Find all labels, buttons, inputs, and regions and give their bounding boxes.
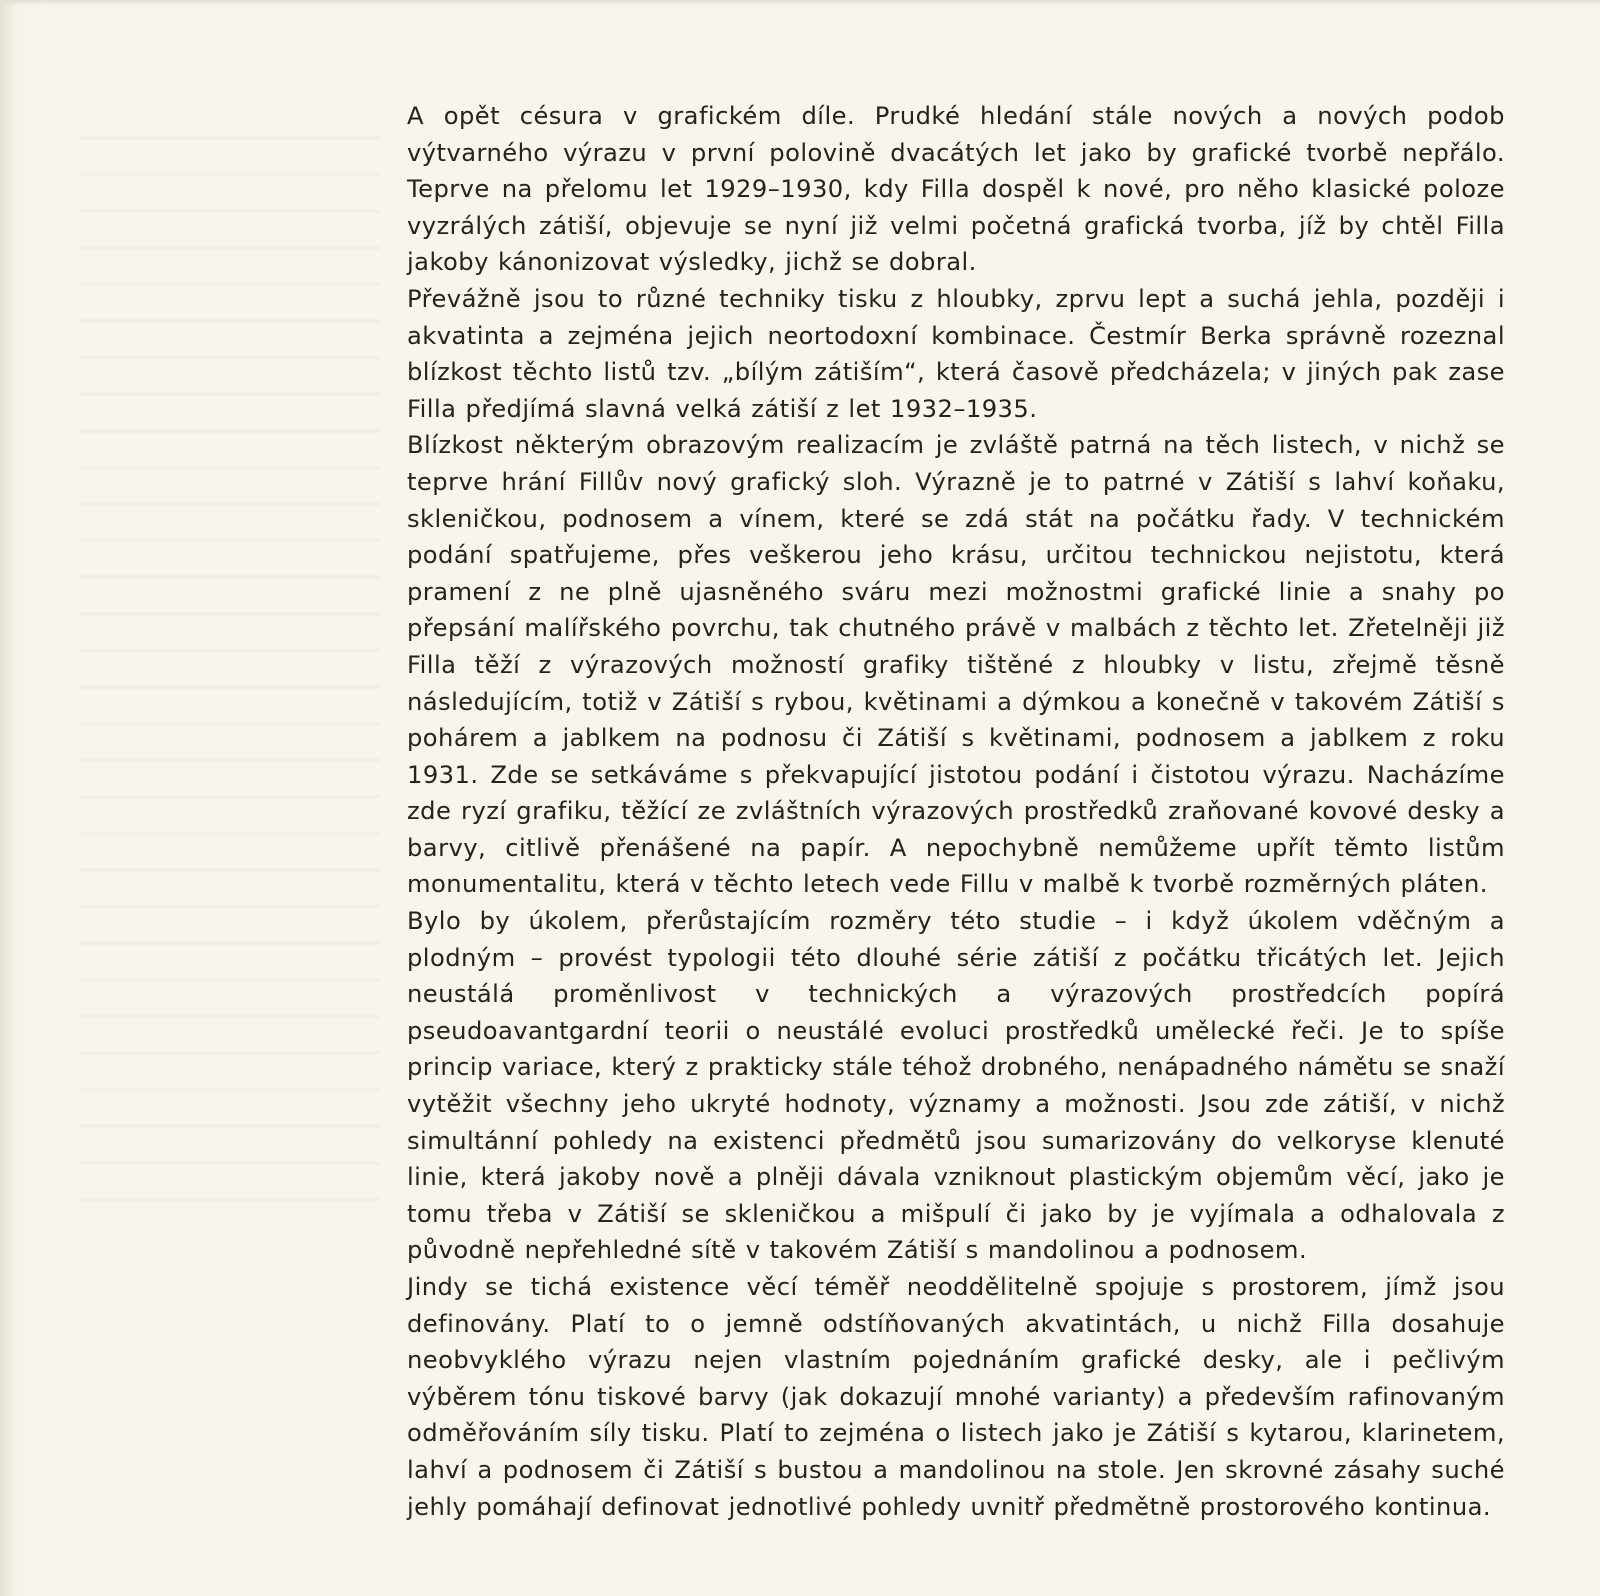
page-top-shadow <box>0 0 1600 6</box>
body-text <box>407 98 1505 1525</box>
paragraph: Jindy se tichá existence věcí téměř neoddělitelně spojuje s prostorem, jímž jsou definovány. Platí to o jemně odstíňovaných akvatintách, u nichž Filla dosahuje neobvyklého výrazu nejen vlastním pojednáním grafické desky, ale i pečlivým výběrem tónu tiskové barvy (jak dokazují mnohé varianty) a především rafinovaným odměřováním síly tisku. Platí to zejména o listech jako je Zátiší s kytarou, klarinetem, lahví a podnosem či Zátiší s bustou a mandolinou na stole. Jen skrovné zásahy suché jehly pomáhají definovat jednotlivé pohledy uvnitř předmětně prostorového kontinua. <box>407 1273 1505 1521</box>
paragraph: Převážně jsou to různé techniky tisku z hloubky, zprvu lept a suchá jehla, později i akvatinta a zejména jejich neortodoxní kombinace. Čestmír Berka správně rozeznal blízkost těchto listů tzv. „bílým zátiším“, která časově předcházela; v jiných pak zase Filla předjímá slavná velká zátiší z let 1932–1935. <box>407 284 1505 423</box>
paragraph: Bylo by úkolem, přerůstajícím rozměry této studie – i když úkolem vděčným a plodným – provést typologii této dlouhé série zátiší z počátku třicátých let. Jejich neustálá proměnlivost v technických a výrazových prostředcích popírá pseudoavantgardní teorii o neustálé evoluci prostředků umělecké řeči. Je to spíše princip variace, který z prakticky stále téhož drobného, nenápadného námětu se snaží vytěžit všechny jeho ukryté hodnoty, významy a možnosti. Jsou zde zátiší, v nichž simultánní pohledy na existenci předmětů jsou sumarizovány do velkoryse klenuté linie, která jakoby nově a plněji dávala vzniknout plastickým objemům věcí, jako je tomu třeba v Zátiší se skleničkou a mišpulí či jako by je vyjímala a odhalovala z původně nepřehledné sítě v takovém Zátiší s mandolinou a podnosem. <box>407 907 1505 1265</box>
paragraph: A opět césura v grafickém díle. Prudké hledání stále nových a nových podob výtvarného výrazu v první polovině dvacátých let jako by grafické tvorbě nepřálo. Teprve na přelomu let 1929–1930, kdy Filla dospěl k nové, pro něho klasické poloze vyzrálých zátiší, objevuje se nyní již velmi početná grafická tvorba, jíž by chtěl Filla jakoby kánonizovat výsledky, jichž se dobral. <box>407 102 1505 277</box>
show-through-text <box>80 110 380 1210</box>
paragraph: Blízkost některým obrazovým realizacím je zvláště patrná na těch listech, v nichž se teprve hrání Fillův nový grafický sloh. Výrazně je to patrné v Zátiší s lahví koňaku, skleničkou, podnosem a vínem, které se zdá stát na počátku řady. V technickém podání spatřujeme, přes veškerou jeho krásu, určitou technickou nejistotu, která pramení z ne plně ujasněného sváru mezi možnostmi grafické linie a snahy po přepsání malířského povrchu, tak chutného právě v malbách z těchto let. Zřetelněji již Filla těží z výrazových možností grafiky tištěné z hloubky v listu, zřejmě těsně následujícím, totiž v Zátiší s rybou, květinami a dýmkou a konečně v takovém Zátiší s pohárem a jablkem na podnosu či Zátiší s květinami, podnosem a jablkem z roku 1931. Zde se setkáváme s překvapující jistotou podání i čistotou výrazu. Nacházíme zde ryzí grafiku, těžící ze zvláštních výrazových prostředků zraňované kovové desky a barvy, citlivě přenášené na papír. A nepochybně nemůžeme upřít těmto listům monumentalitu, která v těchto letech vede Fillu v malbě k tvorbě rozměrných pláten. <box>407 431 1505 899</box>
page-edge-shadow <box>0 0 14 1596</box>
